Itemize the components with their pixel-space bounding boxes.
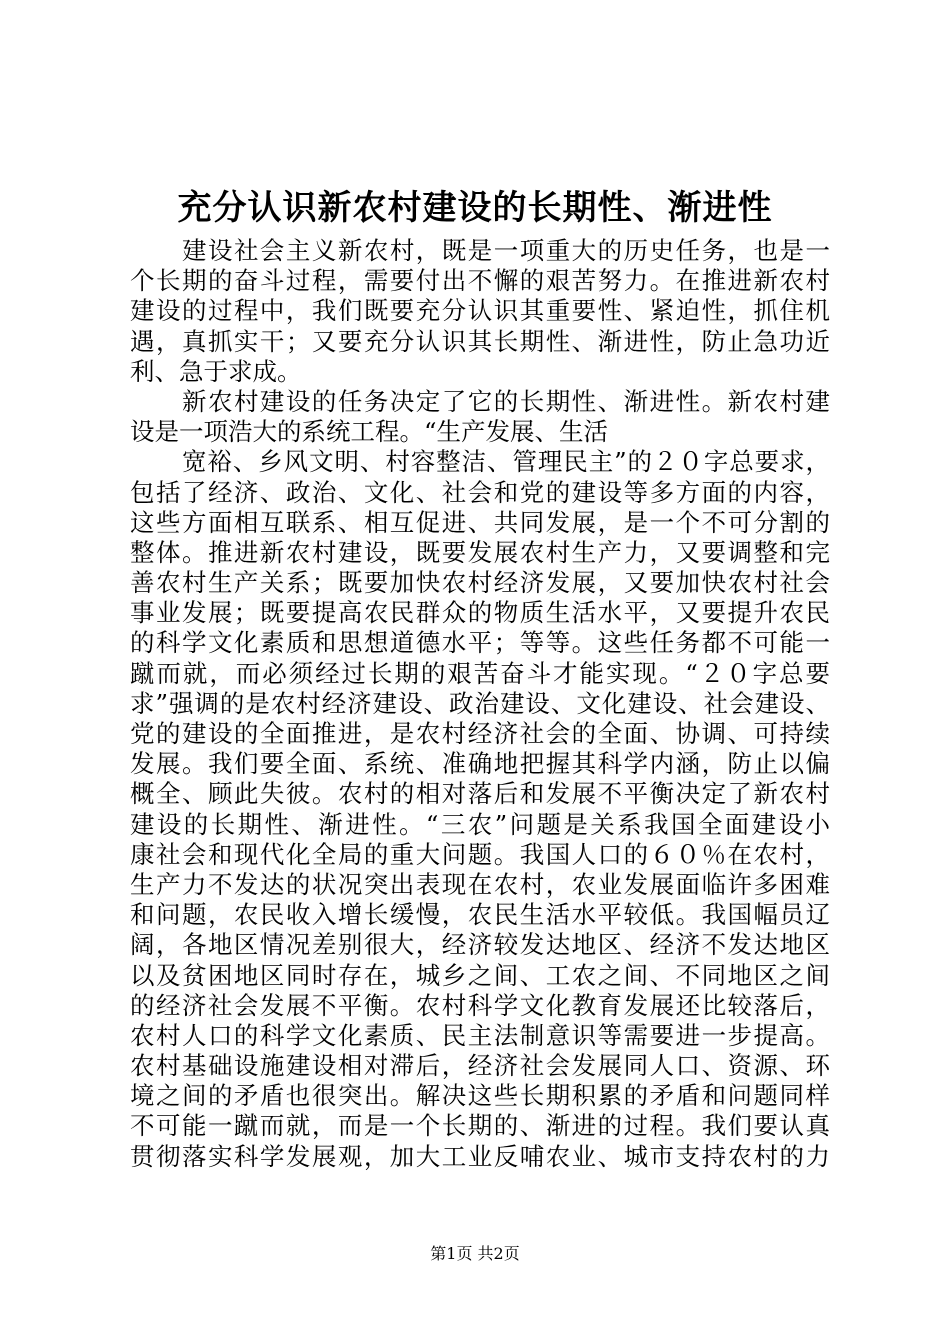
body-line: 建设的过程中，我们既要充分认识其重要性、紧迫性，抓住机 xyxy=(130,296,830,326)
body-line: 善农村生产关系；既要加快农村经济发展，又要加快农村社会 xyxy=(130,568,830,598)
body-line: 遇，真抓实干；又要充分认识其长期性、渐进性，防止急功近 xyxy=(130,326,830,356)
body-line: 建设社会主义新农村，既是一项重大的历史任务，也是一 xyxy=(182,236,830,265)
body-line: 蹴而就，而必须经过长期的艰苦奋斗才能实现。“２０字总要 xyxy=(130,658,830,688)
page-number-footer: 第1页 共2页 xyxy=(430,1244,520,1263)
body-line: 康社会和现代化全局的重大问题。我国人口的６０％在农村， xyxy=(130,839,830,869)
body-line: 以及贫困地区同时存在，城乡之间、工农之间、不同地区之间 xyxy=(130,960,830,990)
body-line: 整体。推进新农村建设，既要发展农村生产力，又要调整和完 xyxy=(130,537,830,567)
document-title: 充分认识新农村建设的长期性、渐进性 xyxy=(177,188,773,228)
body-line: 贯彻落实科学发展观，加大工业反哺农业、城市支持农村的力 xyxy=(130,1141,830,1171)
body-line: 农村人口的科学文化素质、民主法制意识等需要进一步提高。 xyxy=(130,1020,830,1050)
body-line: 个长期的奋斗过程，需要付出不懈的艰苦努力。在推进新农村 xyxy=(130,266,830,296)
body-line: 宽裕、乡风文明、村容整洁、管理民主”的２０字总要求， xyxy=(182,447,830,477)
body-line: 事业发展；既要提高农民群众的物质生活水平，又要提升农民 xyxy=(130,598,830,628)
body-line: 的科学文化素质和思想道德水平；等等。这些任务都不可能一 xyxy=(130,628,830,658)
body-line: 求”强调的是农村经济建设、政治建设、文化建设、社会建设、 xyxy=(130,688,830,718)
body-line: 生产力不发达的状况突出表现在农村，农业发展面临许多困难 xyxy=(130,869,830,899)
body-line: 设是一项浩大的系统工程。“生产发展、生活 xyxy=(130,417,609,447)
body-line: 建设的长期性、渐进性。“三农”问题是关系我国全面建设小 xyxy=(130,809,830,839)
body-line: 党的建设的全面推进，是农村经济社会的全面、协调、可持续 xyxy=(130,719,830,748)
body-line: 和问题，农民收入增长缓慢，农民生活水平较低。我国幅员辽 xyxy=(130,900,830,930)
body-line: 境之间的矛盾也很突出。解决这些长期积累的矛盾和问题同样 xyxy=(130,1081,830,1111)
body-line: 这些方面相互联系、相互促进、共同发展，是一个不可分割的 xyxy=(130,507,830,537)
body-line: 的经济社会发展不平衡。农村科学文化教育发展还比较落后， xyxy=(130,990,830,1020)
body-line: 不可能一蹴而就，而是一个长期的、渐进的过程。我们要认真 xyxy=(130,1111,830,1141)
body-line: 概全、顾此失彼。农村的相对落后和发展不平衡决定了新农村 xyxy=(130,779,830,809)
body-line: 利、急于求成。 xyxy=(130,356,302,386)
body-line: 阔，各地区情况差别很大，经济较发达地区、经济不发达地区 xyxy=(130,930,830,960)
body-line: 发展。我们要全面、系统、准确地把握其科学内涵，防止以偏 xyxy=(130,749,830,779)
document-body xyxy=(130,236,830,1172)
body-line: 新农村建设的任务决定了它的长期性、渐进性。新农村建 xyxy=(182,386,830,416)
body-line: 包括了经济、政治、文化、社会和党的建设等多方面的内容， xyxy=(130,477,830,507)
body-line: 农村基础设施建设相对滞后，经济社会发展同人口、资源、环 xyxy=(130,1051,830,1081)
